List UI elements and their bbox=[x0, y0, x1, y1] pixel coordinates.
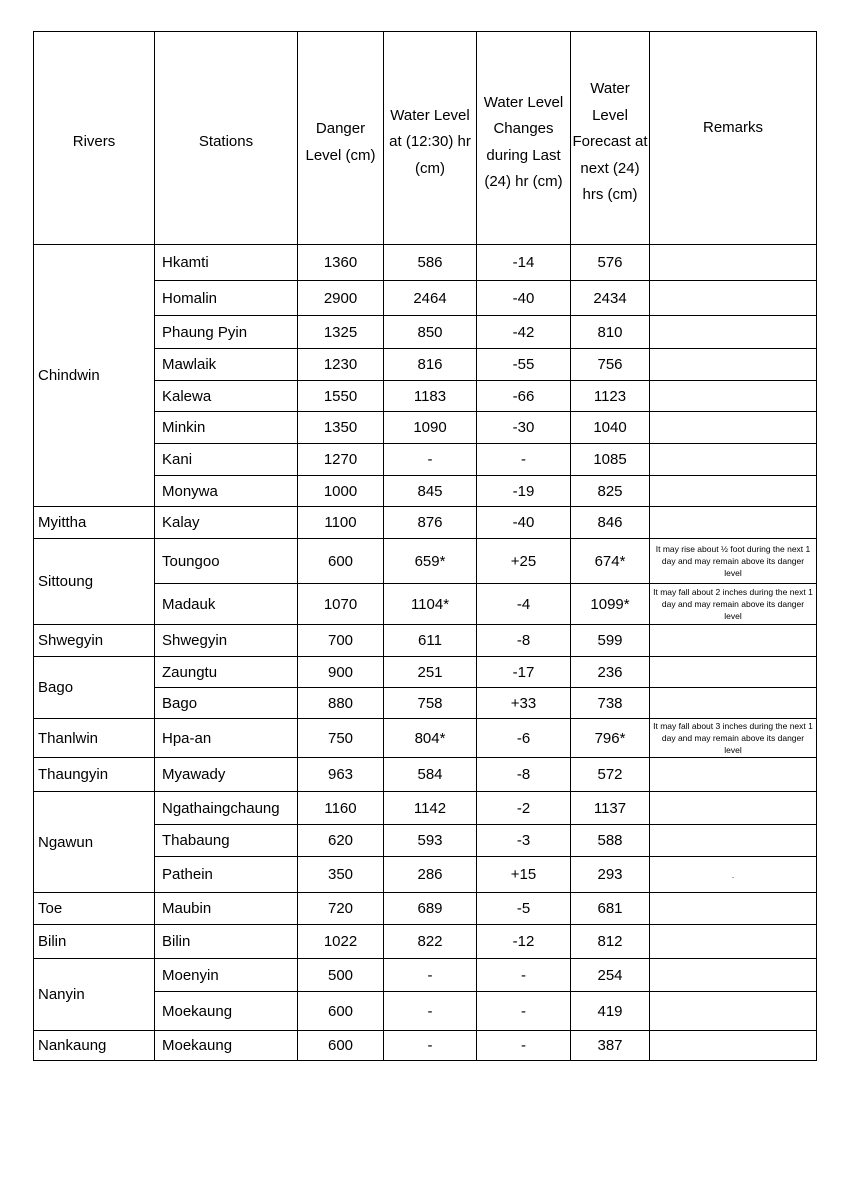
forecast-cell: 846 bbox=[571, 507, 650, 539]
water-level-cell: 876 bbox=[384, 507, 477, 539]
level-change-cell: -30 bbox=[477, 412, 571, 444]
remarks-cell bbox=[650, 476, 817, 507]
remarks-cell bbox=[650, 1031, 817, 1061]
forecast-cell: 1123 bbox=[571, 381, 650, 412]
forecast-cell: 1085 bbox=[571, 444, 650, 476]
level-change-cell: -4 bbox=[477, 584, 571, 625]
remarks-cell bbox=[650, 925, 817, 959]
station-cell: Moekaung bbox=[155, 992, 298, 1031]
level-change-cell: - bbox=[477, 1031, 571, 1061]
level-change-cell: -17 bbox=[477, 657, 571, 688]
remarks-cell: It may fall about 3 inches during the next 1 day and may remain above its danger level bbox=[650, 719, 817, 758]
water-level-cell: 845 bbox=[384, 476, 477, 507]
water-level-cell: 584 bbox=[384, 758, 477, 792]
water-level-cell: - bbox=[384, 959, 477, 992]
level-change-cell: - bbox=[477, 444, 571, 476]
danger-level-cell: 1022 bbox=[298, 925, 384, 959]
water-level-cell: 593 bbox=[384, 825, 477, 857]
river-cell: Nanyin bbox=[34, 959, 155, 1031]
danger-level-cell: 2900 bbox=[298, 281, 384, 316]
danger-level-cell: 1000 bbox=[298, 476, 384, 507]
forecast-cell: 810 bbox=[571, 316, 650, 349]
remarks-cell bbox=[650, 412, 817, 444]
remarks-cell bbox=[650, 507, 817, 539]
station-cell: Thabaung bbox=[155, 825, 298, 857]
level-change-cell: -19 bbox=[477, 476, 571, 507]
station-cell: Toungoo bbox=[155, 539, 298, 584]
forecast-cell: 2434 bbox=[571, 281, 650, 316]
table-row bbox=[34, 792, 817, 825]
remarks-cell bbox=[650, 825, 817, 857]
station-cell: Mawlaik bbox=[155, 349, 298, 381]
station-cell: Kalay bbox=[155, 507, 298, 539]
level-change-cell: -12 bbox=[477, 925, 571, 959]
table-row bbox=[34, 893, 817, 925]
level-change-cell: -2 bbox=[477, 792, 571, 825]
level-change-cell: -3 bbox=[477, 825, 571, 857]
water-level-table bbox=[33, 31, 817, 1061]
remarks-cell bbox=[650, 381, 817, 412]
forecast-cell: 796* bbox=[571, 719, 650, 758]
station-cell: Hkamti bbox=[155, 245, 298, 281]
table-row bbox=[34, 959, 817, 992]
danger-level-cell: 1325 bbox=[298, 316, 384, 349]
level-change-cell: -42 bbox=[477, 316, 571, 349]
col-header-stations: Stations bbox=[155, 32, 298, 245]
forecast-cell: 738 bbox=[571, 688, 650, 719]
danger-level-cell: 720 bbox=[298, 893, 384, 925]
water-level-cell: 758 bbox=[384, 688, 477, 719]
forecast-cell: 588 bbox=[571, 825, 650, 857]
forecast-cell: 387 bbox=[571, 1031, 650, 1061]
forecast-cell: 254 bbox=[571, 959, 650, 992]
water-level-cell: 1104* bbox=[384, 584, 477, 625]
col-header-danger-level: Danger Level (cm) bbox=[298, 32, 384, 245]
water-level-cell: 611 bbox=[384, 625, 477, 657]
level-change-cell: -6 bbox=[477, 719, 571, 758]
remarks-cell bbox=[650, 625, 817, 657]
remarks-cell: . bbox=[650, 857, 817, 893]
station-cell: Phaung Pyin bbox=[155, 316, 298, 349]
river-cell: Bago bbox=[34, 657, 155, 719]
col-header-rivers: Rivers bbox=[34, 32, 155, 245]
station-cell: Madauk bbox=[155, 584, 298, 625]
station-cell: Moekaung bbox=[155, 1031, 298, 1061]
danger-level-cell: 1070 bbox=[298, 584, 384, 625]
water-level-cell: 659* bbox=[384, 539, 477, 584]
forecast-cell: 812 bbox=[571, 925, 650, 959]
remarks-cell bbox=[650, 349, 817, 381]
station-cell: Zaungtu bbox=[155, 657, 298, 688]
river-cell: Thanlwin bbox=[34, 719, 155, 758]
danger-level-cell: 1360 bbox=[298, 245, 384, 281]
forecast-cell: 825 bbox=[571, 476, 650, 507]
danger-level-cell: 1350 bbox=[298, 412, 384, 444]
forecast-cell: 599 bbox=[571, 625, 650, 657]
level-change-cell: +25 bbox=[477, 539, 571, 584]
danger-level-cell: 620 bbox=[298, 825, 384, 857]
station-cell: Bago bbox=[155, 688, 298, 719]
danger-level-cell: 600 bbox=[298, 992, 384, 1031]
danger-level-cell: 880 bbox=[298, 688, 384, 719]
river-cell: Shwegyin bbox=[34, 625, 155, 657]
table-row bbox=[34, 539, 817, 584]
water-level-cell: 251 bbox=[384, 657, 477, 688]
station-cell: Monywa bbox=[155, 476, 298, 507]
river-cell: Ngawun bbox=[34, 792, 155, 893]
remarks-cell bbox=[650, 657, 817, 688]
water-level-cell: 1090 bbox=[384, 412, 477, 444]
remarks-cell bbox=[650, 281, 817, 316]
danger-level-cell: 1550 bbox=[298, 381, 384, 412]
header-row bbox=[34, 32, 817, 245]
remarks-cell bbox=[650, 688, 817, 719]
level-change-cell: -5 bbox=[477, 893, 571, 925]
table-row bbox=[34, 657, 817, 688]
level-change-cell: -66 bbox=[477, 381, 571, 412]
danger-level-cell: 900 bbox=[298, 657, 384, 688]
remarks-cell: It may rise about ½ foot during the next 1 day and may remain above its danger level bbox=[650, 539, 817, 584]
forecast-cell: 674* bbox=[571, 539, 650, 584]
water-level-cell: - bbox=[384, 444, 477, 476]
remarks-cell bbox=[650, 893, 817, 925]
remarks-cell bbox=[650, 792, 817, 825]
table-row bbox=[34, 625, 817, 657]
remarks-cell bbox=[650, 992, 817, 1031]
station-cell: Shwegyin bbox=[155, 625, 298, 657]
forecast-cell: 756 bbox=[571, 349, 650, 381]
level-change-cell: +15 bbox=[477, 857, 571, 893]
forecast-cell: 419 bbox=[571, 992, 650, 1031]
danger-level-cell: 350 bbox=[298, 857, 384, 893]
water-level-cell: 2464 bbox=[384, 281, 477, 316]
forecast-cell: 1137 bbox=[571, 792, 650, 825]
danger-level-cell: 600 bbox=[298, 539, 384, 584]
danger-level-cell: 600 bbox=[298, 1031, 384, 1061]
forecast-cell: 681 bbox=[571, 893, 650, 925]
river-cell: Thaungyin bbox=[34, 758, 155, 792]
forecast-cell: 1040 bbox=[571, 412, 650, 444]
danger-level-cell: 1230 bbox=[298, 349, 384, 381]
station-cell: Myawady bbox=[155, 758, 298, 792]
level-change-cell: -40 bbox=[477, 281, 571, 316]
remarks-cell bbox=[650, 316, 817, 349]
danger-level-cell: 750 bbox=[298, 719, 384, 758]
level-change-cell: -8 bbox=[477, 625, 571, 657]
remarks-cell bbox=[650, 245, 817, 281]
table-row bbox=[34, 719, 817, 758]
table-row bbox=[34, 925, 817, 959]
water-level-cell: 286 bbox=[384, 857, 477, 893]
col-header-water-level: Water Level at (12:30) hr (cm) bbox=[384, 32, 477, 245]
station-cell: Ngathaingchaung bbox=[155, 792, 298, 825]
water-level-cell: - bbox=[384, 992, 477, 1031]
water-level-cell: 689 bbox=[384, 893, 477, 925]
col-header-forecast: Water Level Forecast at next (24) hrs (cm) bbox=[571, 32, 650, 245]
forecast-cell: 572 bbox=[571, 758, 650, 792]
table-row bbox=[34, 1031, 817, 1061]
river-cell: Bilin bbox=[34, 925, 155, 959]
table-row bbox=[34, 245, 817, 281]
water-level-cell: 1142 bbox=[384, 792, 477, 825]
forecast-cell: 236 bbox=[571, 657, 650, 688]
remarks-cell bbox=[650, 758, 817, 792]
station-cell: Kani bbox=[155, 444, 298, 476]
table-row bbox=[34, 758, 817, 792]
level-change-cell: -8 bbox=[477, 758, 571, 792]
danger-level-cell: 500 bbox=[298, 959, 384, 992]
danger-level-cell: 963 bbox=[298, 758, 384, 792]
water-level-cell: - bbox=[384, 1031, 477, 1061]
station-cell: Moenyin bbox=[155, 959, 298, 992]
station-cell: Bilin bbox=[155, 925, 298, 959]
level-change-cell: - bbox=[477, 992, 571, 1031]
col-header-remarks: Remarks bbox=[650, 32, 817, 245]
level-change-cell: -55 bbox=[477, 349, 571, 381]
level-change-cell: +33 bbox=[477, 688, 571, 719]
level-change-cell: -40 bbox=[477, 507, 571, 539]
forecast-cell: 576 bbox=[571, 245, 650, 281]
water-level-cell: 850 bbox=[384, 316, 477, 349]
station-cell: Pathein bbox=[155, 857, 298, 893]
river-cell: Sittoung bbox=[34, 539, 155, 625]
level-change-cell: - bbox=[477, 959, 571, 992]
station-cell: Minkin bbox=[155, 412, 298, 444]
station-cell: Hpa-an bbox=[155, 719, 298, 758]
station-cell: Homalin bbox=[155, 281, 298, 316]
level-change-cell: -14 bbox=[477, 245, 571, 281]
danger-level-cell: 1160 bbox=[298, 792, 384, 825]
river-cell: Nankaung bbox=[34, 1031, 155, 1061]
river-cell: Toe bbox=[34, 893, 155, 925]
col-header-level-change: Water Level Changes during Last (24) hr (cm) bbox=[477, 32, 571, 245]
station-cell: Kalewa bbox=[155, 381, 298, 412]
remarks-cell: It may fall about 2 inches during the next 1 day and may remain above its danger level bbox=[650, 584, 817, 625]
water-level-cell: 1183 bbox=[384, 381, 477, 412]
water-level-cell: 804* bbox=[384, 719, 477, 758]
river-cell: Myittha bbox=[34, 507, 155, 539]
water-level-cell: 586 bbox=[384, 245, 477, 281]
water-level-cell: 822 bbox=[384, 925, 477, 959]
forecast-cell: 1099* bbox=[571, 584, 650, 625]
danger-level-cell: 1270 bbox=[298, 444, 384, 476]
danger-level-cell: 700 bbox=[298, 625, 384, 657]
river-cell: Chindwin bbox=[34, 245, 155, 507]
water-level-cell: 816 bbox=[384, 349, 477, 381]
remarks-cell bbox=[650, 444, 817, 476]
danger-level-cell: 1100 bbox=[298, 507, 384, 539]
remarks-cell bbox=[650, 959, 817, 992]
table-row bbox=[34, 507, 817, 539]
station-cell: Maubin bbox=[155, 893, 298, 925]
forecast-cell: 293 bbox=[571, 857, 650, 893]
